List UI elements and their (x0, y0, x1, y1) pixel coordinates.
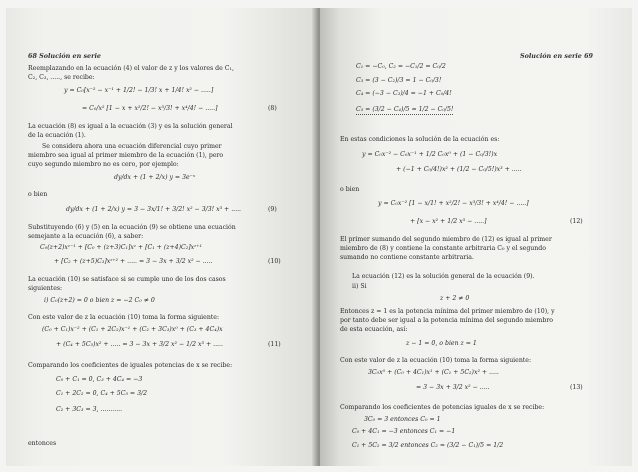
equation-number: (8) (268, 105, 277, 112)
text-line: Con este valor de z la ecuación (10) toma la forma siguiente: (28, 314, 220, 321)
equation-number: (12) (570, 218, 583, 225)
text-line: o bien (340, 186, 360, 193)
text-line: siguientes: (28, 285, 63, 292)
text-line: Substituyendo (6) y (5) en la ecuación (9) se obtiene una ecuación (28, 224, 236, 231)
text-line: Comparando los coeficientes de potencias iguales de x se recibe: (340, 404, 545, 411)
equation-line: y = C₀[x⁻² − x⁻¹ + 1/2! − 1/3! x + 1/4! x² − .....] (64, 87, 214, 94)
equation-line: dy/dx + (1 + 2/x) y = 3 − 3x/1! + 3/2! x² − 3/3! x³ + ..... (66, 206, 242, 213)
text-line: o bien (28, 191, 48, 198)
text-line: El primer sumando del segundo miembro de (12) es igual al primer (340, 236, 552, 243)
left-page (6, 8, 318, 466)
equation-line: C₀ + 4C₁ = −3 entonces C₁ = −1 (352, 428, 456, 435)
text-line: ii) Si (352, 283, 367, 290)
equation-line: + [C₂ + (z+5)C₃]xᶻ⁺² + ..... = 3 − 3x + 3/2 x² − ..... (54, 258, 213, 265)
text-line: La ecuación (8) es igual a la ecuación (3) y es la solución general (28, 123, 233, 130)
equation-line: y = C₀x⁻² − C₀x⁻¹ + 1/2 C₀x⁰ + (1 − C₀/3!)x (362, 151, 498, 158)
text-line: Reemplazando en la ecuación (4) el valor de z y los valores de C₁, (28, 65, 234, 72)
text-line: La ecuación (12) es la solución general de la ecuación (9). (352, 273, 535, 280)
equation-line: C₁ + 5C₂ = 3/2 entonces C₂ = (3/2 − C₁)/5 = 1/2 (352, 442, 504, 449)
text-line: cuyo segundo miembro no es cero, por ejemplo: (28, 161, 179, 168)
text-line: por tanto debe ser igual a la potencia mínima del segundo miembro (340, 317, 554, 324)
equation-number: (10) (268, 258, 281, 265)
right-page-header: Solución en serie 69 (520, 52, 593, 60)
equation-line: i) C₀(z+2) = 0 o bien z = −2 C₀ ≠ 0 (44, 297, 155, 304)
equation-line: C₁ = −C₀, C₂ = −C₁/2 = C₀/2 (356, 63, 446, 70)
equation-line: C₀(z+2)xᶻ⁻¹ + [C₀ + (z+3)C₁]xᶻ + [C₁ + (z+4)C₂]xᶻ⁺¹ (40, 244, 202, 251)
equation-line: dy/dx + (1 + 2/x) y = 3e⁻ˣ (114, 174, 196, 181)
text-line: Comparando los coeficientes de iguales potencias de x se recibe: (28, 362, 233, 369)
left-page-header: 68 Solución en serie (28, 52, 101, 60)
equation-number: (11) (268, 341, 281, 348)
text-line: entonces (28, 440, 57, 447)
text-line: Entonces z = 1 es la potencia mínima del primer miembro de (10), y (340, 308, 555, 315)
equation-line: (C₀ + C₁)x⁻² + (C₁ + 2C₂)x⁻¹ + (C₂ + 3C₃)x⁰ + (C₃ + 4C₄)x (42, 326, 223, 333)
text-line: C₂, C₃, ....., se recibe: (28, 74, 95, 81)
text-line: En estas condiciones la solución de la ecuación es: (340, 136, 500, 143)
text-line: Con este valor de z la ecuación (10) toma la forma siguiente: (340, 357, 532, 364)
text-line: miembro de (8) y contiene la constante arbitraria C₀ y el segundo (340, 245, 546, 252)
text-line: semejante a la ecuación (6), a saber: (28, 233, 144, 240)
right-page (320, 8, 632, 466)
book-spread (6, 8, 632, 466)
equation-line: + (−1 + C₀/4!)x² + (1/2 − C₀/5!)x³ + ..... (396, 166, 522, 173)
equation-number: (9) (268, 206, 277, 213)
equation-line: + [x − x² + 1/2 x³ − .....] (410, 218, 487, 225)
equation-line: C₀ + C₁ = 0, C₃ + 4C₄ = −3 (56, 376, 143, 383)
equation-line: = C₀/x² [1 − x + x²/2! − x³/3! + x⁴/4! − .....] (82, 105, 218, 112)
equation-line: C₂ + 3C₃ = 3, ........... (56, 406, 123, 413)
equation-line: = 3 − 3x + 3/2 x² − ..... (416, 384, 490, 391)
equation-line: C₃ = (3 − C₂)/3 = 1 − C₀/3! (356, 77, 442, 84)
equation-line: C₁ + 2C₂ = 0, C₄ + 5C₅ = 3/2 (56, 390, 148, 397)
equation-line: 3C₀ = 3 entonces C₀ = 1 (364, 416, 441, 423)
text-line: de esta ecuación, así: (340, 326, 408, 333)
equation-line: C₄ = (−3 − C₃)/4 = −1 + C₀/4! (356, 90, 452, 97)
text-line: sumando no contiene constante arbitraria. (340, 254, 474, 261)
equation-number: (13) (570, 384, 583, 391)
text-line: La ecuación (10) se satisface si se cumple uno de los dos casos (28, 276, 226, 283)
equation-line: + (C₄ + 5C₅)x² + ..... = 3 − 3x + 3/2 x² − 1/2 x³ + ..... (56, 341, 223, 348)
text-line: miembro sea igual al primer miembro de la ecuación (1), pero (28, 152, 224, 159)
text-line: Se considera ahora una ecuación diferencial cuyo primer (42, 143, 222, 150)
equation-line: y = C₀x⁻² [1 − x/1! + x²/2! − x³/3! + x⁴/4! − .....] (378, 200, 529, 207)
equation-line: z − 1 = 0, o bien z = 1 (406, 340, 477, 347)
equation-line: C₅ = (3/2 − C₄)/5 = 1/2 − C₀/5! (356, 106, 454, 113)
text-line: de la ecuación (1). (28, 132, 86, 139)
equation-line: z + 2 ≠ 0 (440, 295, 470, 302)
equation-line: 3C₀x⁰ + (C₀ + 4C₁)x¹ + (C₁ + 5C₂)x² + ..... (368, 369, 499, 376)
